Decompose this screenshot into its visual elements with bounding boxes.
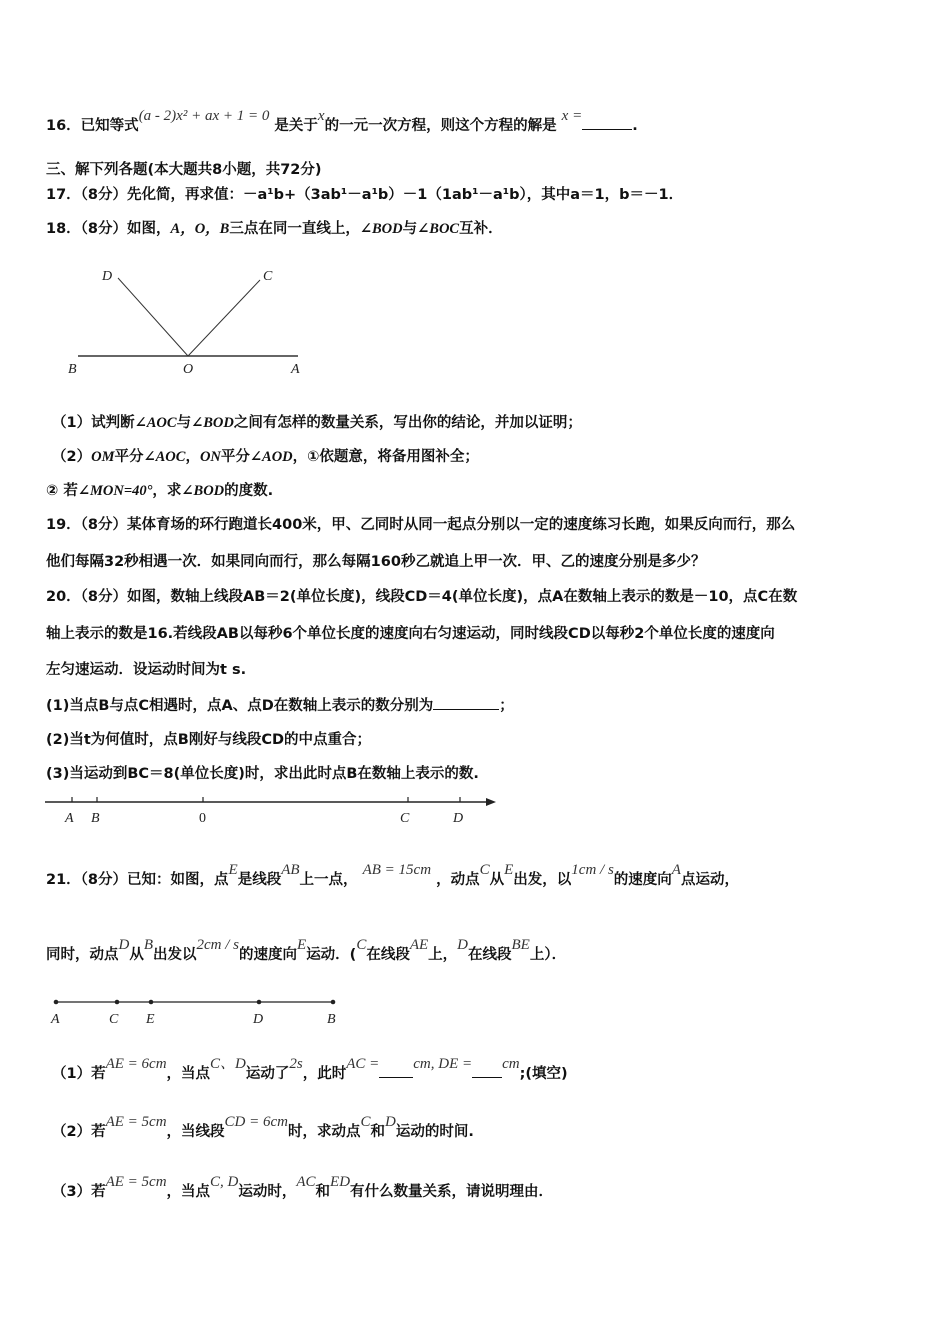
q18-and: 与	[402, 221, 418, 237]
q21-l2h: 在线段	[468, 947, 512, 963]
q16-number-text: 16．已知等式	[46, 118, 139, 134]
q21-p2-tail: 运动的时间.	[395, 1124, 474, 1140]
q18-p2-t2: 平分	[220, 449, 250, 465]
section-heading: 三、解下列各题(本大题共8小题，共72分)	[46, 162, 322, 178]
q20-axis-label-zero: 0	[199, 811, 206, 826]
q18-head: 18．（8分）如图，	[46, 221, 171, 237]
q18-label-c: C	[263, 269, 273, 284]
q18-p3-angle-mon: ∠MON=40°	[77, 483, 153, 499]
q21-p2-eq: AE = 5cm	[105, 1114, 167, 1130]
q21-line1	[46, 862, 739, 890]
q21-p1-t2: 运动了	[245, 1066, 290, 1082]
q18-p2-angle-aoc: ∠AOC	[143, 449, 186, 465]
q18-p3-pre: ② 若	[46, 483, 78, 499]
q21-p3-eq: AE = 5cm	[105, 1174, 167, 1190]
q18-p1-angle-bod: ∠BOD	[191, 415, 234, 431]
q21-l1b: 是线段	[237, 872, 282, 888]
q18-part2	[52, 447, 479, 467]
q18-p2-t1: 平分	[114, 449, 144, 465]
q18-tail: 互补．	[459, 221, 503, 237]
q21-l2e: 运动．(	[306, 947, 357, 963]
q21-l2g: 上，	[428, 947, 458, 963]
q21-p1-tail: ;(填空)	[519, 1066, 568, 1082]
q21-p2-and: 和	[370, 1124, 385, 1140]
q21-fig-label-c: C	[109, 1012, 119, 1027]
q18-label-d: D	[102, 269, 113, 284]
q18-p2-tail: ，①依题意，将备用图补全；	[292, 449, 479, 465]
q18-p3-tail: 的度数.	[224, 483, 274, 499]
q21-l2a: 同时，动点	[46, 947, 119, 963]
q21-p3-ac: AC	[296, 1174, 316, 1190]
q21-l2b: 从	[129, 947, 144, 963]
q18-mid: 三点在同一直线上，	[229, 221, 360, 237]
q21-e3: E	[297, 937, 307, 953]
q21-l2f: 在线段	[366, 947, 410, 963]
q20-line1: 20．（8分）如图，数轴上线段AB＝2(单位长度)，线段CD＝4(单位长度)，点A在数轴上表示的数是－10，点C在数	[46, 589, 798, 605]
q21-eq-ab: AB = 15cm	[362, 862, 432, 878]
q21-l2c: 出发以	[153, 947, 197, 963]
q21-fig-label-a: A	[51, 1012, 60, 1027]
q21-fig-label-e: E	[146, 1012, 155, 1027]
q21-segment-figure	[44, 992, 354, 1028]
q18-p1-pre: （1）试判断	[52, 415, 135, 431]
q21-p1-cd: C、D	[210, 1056, 246, 1072]
q21-p1-de: cm, DE =	[413, 1056, 473, 1072]
q16-equation: (a - 2)x² + ax + 1 = 0	[138, 108, 270, 124]
q21-p2-d: D	[385, 1114, 396, 1130]
q21-p1-unit: cm	[502, 1056, 520, 1072]
q21-p2-cd: CD = 6cm	[224, 1114, 288, 1130]
q16-mid-text: 是关于	[274, 118, 318, 134]
q21-l1h: 点运动，	[680, 872, 739, 888]
q18-label-b: B	[68, 362, 77, 377]
q16-answer-label: x =	[561, 108, 583, 124]
q21-p1-t3: ，此时	[302, 1066, 347, 1082]
q21-p1-blank-ac	[379, 1063, 413, 1078]
q20-number-line	[40, 792, 510, 828]
q20-axis-label-b: B	[91, 811, 100, 826]
q20-sub1-end: ；	[499, 698, 514, 714]
q21-a: A	[671, 862, 681, 878]
q21-p3-cd: C, D	[210, 1174, 239, 1190]
q18-p2-pre: （2）	[52, 449, 92, 465]
q20-sub1	[46, 695, 514, 716]
q18-part3	[46, 481, 273, 501]
q21-line2	[46, 937, 567, 965]
q18-p3-mid: ，求	[152, 483, 182, 499]
q18-p2-on: ON	[199, 449, 221, 465]
q16-answer-blank	[582, 115, 632, 130]
q21-e: E	[228, 862, 238, 878]
q21-l1c: 上一点，	[299, 872, 358, 888]
q20-sub3: (3)当运动到BC＝8(单位长度)时，求出此时点B在数轴上表示的数.	[46, 766, 479, 782]
q20-sub1-text: (1)当点B与点C相遇时，点A、点D在数轴上表示的数分别为	[46, 698, 434, 714]
q21-p1-ac: AC =	[346, 1056, 380, 1072]
q18-line	[46, 219, 503, 239]
q16-variable: x	[317, 108, 325, 124]
q21-speed-d: 2cm / s	[196, 937, 240, 953]
q21-p1-blank-de	[472, 1063, 502, 1078]
q21-b: B	[143, 937, 154, 953]
q21-l1g: 的速度向	[613, 872, 672, 888]
q18-part1	[52, 413, 582, 433]
q21-p2-t2: 时，求动点	[287, 1124, 361, 1140]
q18-points: A，O，B	[170, 221, 230, 237]
q18-angle-boc: ∠BOC	[417, 221, 460, 237]
q16-end: .	[632, 118, 638, 134]
q18-p2-comma: ，	[185, 449, 200, 465]
q20-axis-label-a: A	[65, 811, 74, 826]
q18-angle-bod: ∠BOD	[359, 221, 403, 237]
q20-sub2: (2)当t为何值时，点B刚好与线段CD的中点重合；	[46, 732, 372, 748]
q20-sub1-blank	[433, 695, 499, 710]
q21-p1-pre: （1）若	[52, 1066, 106, 1082]
q20-axis-label-d: D	[453, 811, 464, 826]
q21-fig-label-b: B	[327, 1012, 336, 1027]
q19-line2: 他们每隔32秒相遇一次．如果同向而行，那么每隔160秒乙就追上甲一次．甲、乙的速度分别是多少？	[46, 554, 706, 570]
q21-part2	[52, 1114, 474, 1142]
q18-p1-tail: 之间有怎样的数量关系，写出你的结论，并加以证明；	[233, 415, 582, 431]
q21-p1-eq: AE = 6cm	[105, 1056, 167, 1072]
q21-l1e: 从	[489, 872, 505, 888]
q21-ab: AB	[281, 862, 300, 878]
q21-p2-t1: ，当线段	[166, 1124, 225, 1140]
q21-p3-t2: 运动时，	[238, 1184, 297, 1200]
q21-p3-t1: ，当点	[166, 1184, 211, 1200]
q21-d2: D	[457, 937, 469, 953]
q21-p3-pre: （3）若	[52, 1184, 106, 1200]
q18-p2-angle-aod: ∠AOD	[249, 449, 293, 465]
q21-p1-t1: ，当点	[166, 1066, 211, 1082]
q19-line1: 19．（8分）某体育场的环行跑道长400米，甲、乙同时从同一起点分别以一定的速度练习长跑，如果反向而行，那么	[46, 517, 796, 533]
q21-p3-ed: ED	[330, 1174, 351, 1190]
q21-p2-pre: （2）若	[52, 1124, 106, 1140]
q21-fig-label-d: D	[253, 1012, 264, 1027]
q18-label-a: A	[291, 362, 300, 377]
q21-p1-time: 2s	[289, 1056, 303, 1072]
q16-line	[46, 108, 638, 136]
q17-text: 17．（8分）先化简，再求值：－a¹b+（3ab¹－a¹b）－1（1ab¹－a¹b），其中a＝1，b＝－1．	[46, 187, 684, 203]
q21-l2d: 的速度向	[239, 947, 298, 963]
q21-l1a: 21．（8分）已知：如图，点	[46, 872, 229, 888]
q21-p2-c: C	[360, 1114, 371, 1130]
q20-line3: 左匀速运动．设运动时间为t s.	[46, 662, 247, 678]
q18-p3-angle-bod: ∠BOD	[181, 483, 225, 499]
q18-p2-om: OM	[91, 449, 115, 465]
q18-label-o: O	[183, 362, 194, 377]
q21-part1	[52, 1056, 568, 1084]
q21-p3-tail: 有什么数量关系，请说明理由．	[350, 1184, 554, 1200]
q21-c2: C	[356, 937, 367, 953]
q21-ae: AE	[409, 937, 429, 953]
q21-l1f: 出发，以	[513, 872, 572, 888]
q21-part3	[52, 1174, 554, 1202]
q21-c: C	[479, 862, 490, 878]
q21-p3-and: 和	[315, 1184, 331, 1200]
q21-e2: E	[504, 862, 514, 878]
q21-speed-c: 1cm / s	[571, 862, 614, 878]
q18-p1-and: 与	[176, 415, 192, 431]
q16-tail-text: 的一元一次方程，则这个方程的解是	[324, 118, 557, 134]
q21-l1d: ，动点	[436, 872, 480, 888]
q20-line2: 轴上表示的数是16.若线段AB以每秒6个单位长度的速度向右匀速运动，同时线段CD以每秒2个单位长度的速度向	[46, 626, 775, 642]
q21-l2i: 上）．	[529, 947, 567, 963]
q18-p1-angle-aoc: ∠AOC	[134, 415, 177, 431]
q20-axis-label-c: C	[400, 811, 410, 826]
q21-d: D	[118, 937, 130, 953]
q21-be: BE	[511, 937, 530, 953]
q18-figure	[60, 260, 320, 385]
